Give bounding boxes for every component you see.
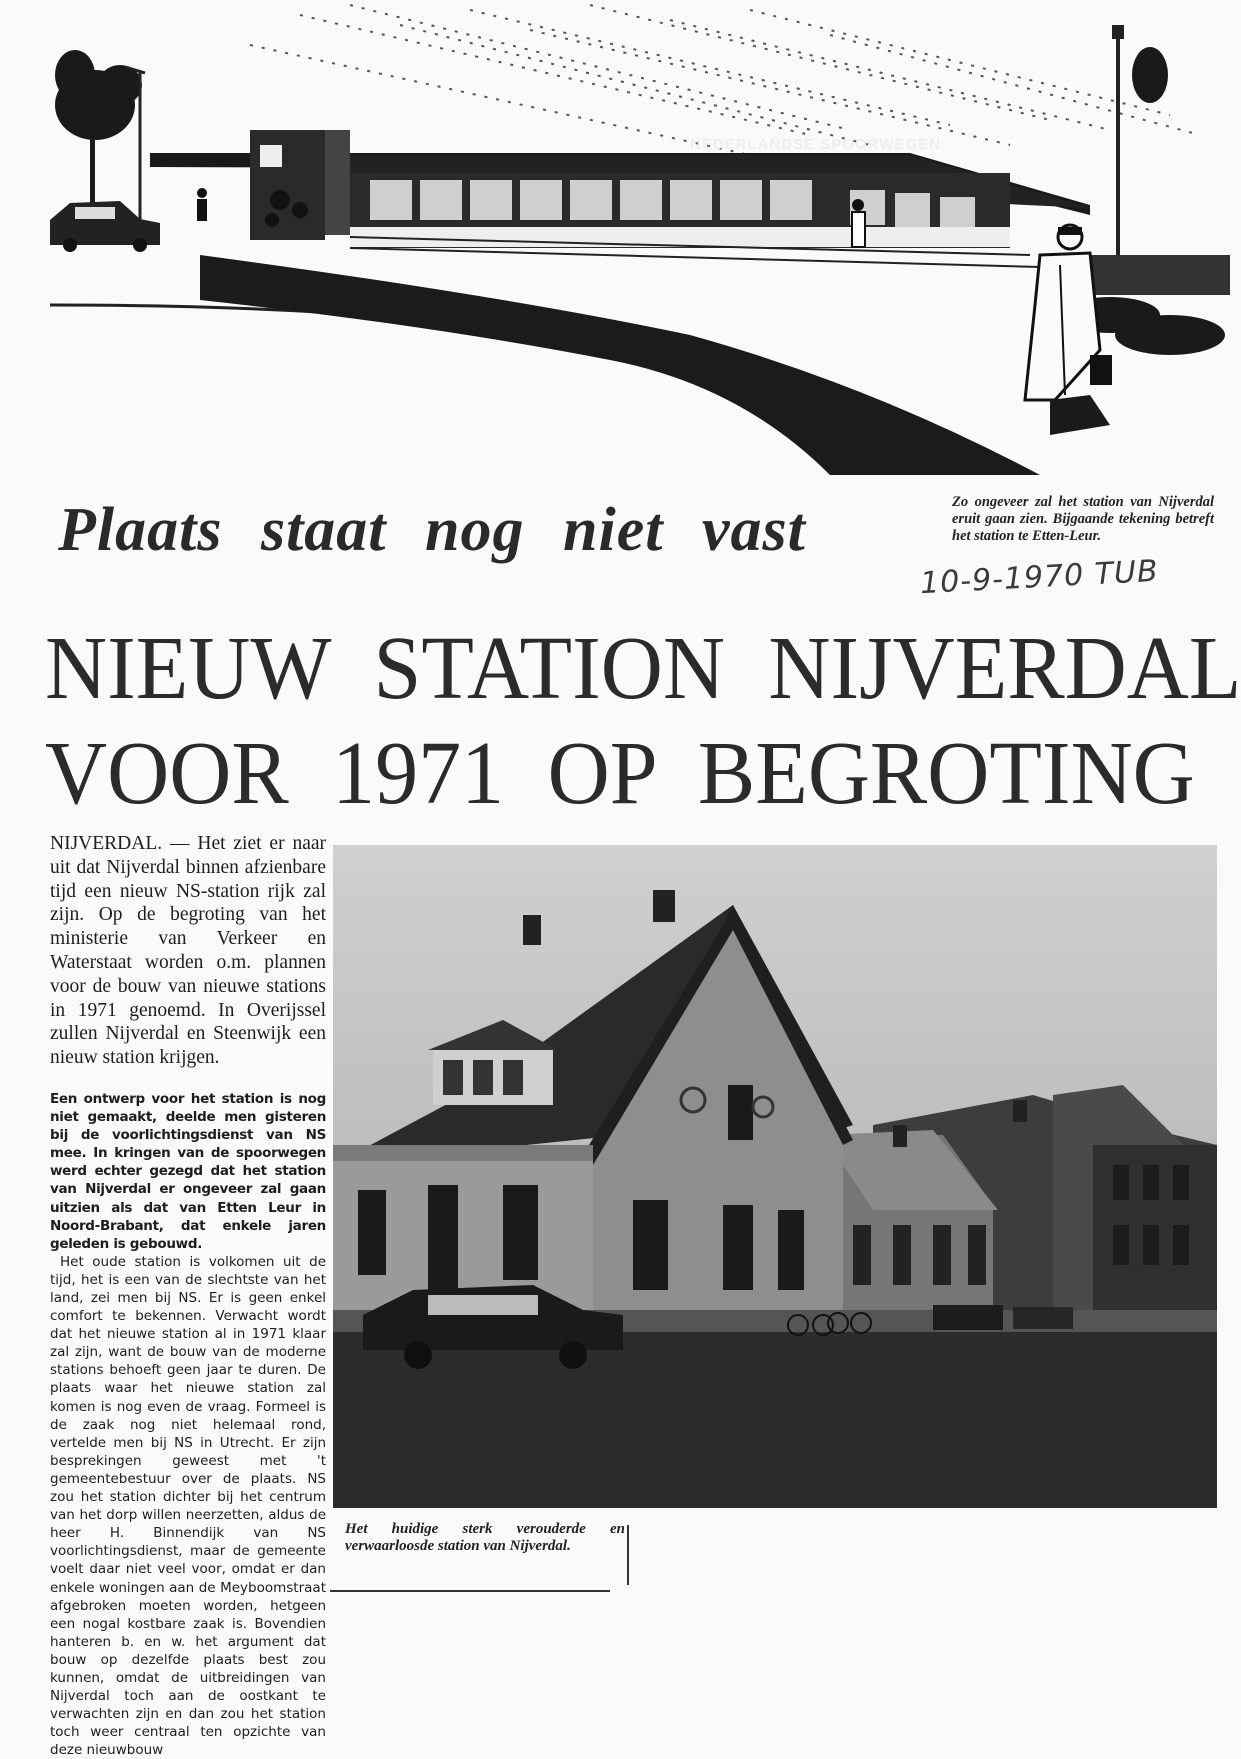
paragraph-oude-station: Het oude station is volkomen uit de tijd, het is een van de slechtste van het land, zei men bij NS. Er is geen enkel comfort te bekennen. Verwacht wordt dat het nieuwe station al in 1971 klaar zal zijn, want de bouw van de moderne stations behoeft geen jaar te duren. De plaats waar het nieuwe station zal komen is nog even de vraag. Formeel is de zaak nog niet helemaal rond, vertelde men bij NS in Utrecht. Er zijn besprekingen geweest met 't gemeentebestuur over de plaats. NS zou het station dichter bij het centrum van het dorp willen neerzetten, aldus de heer H. Binnendijk van NS voorlichtingsdienst, maar de gemeente voelt daar niet veel voor, omdat er dan enkele woningen aan de Meyboomstraat afgebroken moeten worden, hetgeen een nogal kostbare zaak is. Bovendien hanteren b. en w. het argument dat bouw op dezelfde plaats best zou kunnen, omdat de uitbreidingen van Nijverdal toch aan de oostkant te verwachten zijn en dan zou het station toch weer centraal ten opzichte van deze nieuwbouw	[50, 1253, 326, 1759]
old-station-photo	[333, 845, 1217, 1508]
headline-line-2: VOOR 1971 OP BEGROTING	[45, 722, 1195, 823]
handwritten-date: 10-9-1970 TUB	[919, 553, 1160, 602]
lead-paragraph: NIJVERDAL. — Het ziet er naar uit dat Nijverdal binnen afzienbare tijd een nieuw NS-station rijk zal zijn. Op de begroting van het ministerie van Verkeer en Waterstaat worden o.m. plannen voor de bouw van nieuwe stations in 1971 genoemd. In Overijssel zullen Nijverdal en Steenwijk een nieuw station krijgen.	[50, 833, 326, 1069]
photo-caption: Het huidige sterk verouderde en verwaarloosde station van Nijverdal.	[345, 1521, 625, 1554]
nederlandse-spoorwegen-sign: NEDERLANDSE SPOORWEGEN	[690, 136, 941, 153]
kicker-headline: Plaats staat nog niet vast	[58, 496, 806, 564]
headline-line-1: NIEUW STATION NIJVERDAL	[45, 617, 1241, 718]
caption-rule-horizontal	[330, 1590, 610, 1592]
paragraph-ontwerp: Een ontwerp voor het station is nog niet gemaakt, deelde men gisteren bij de voorlichtingsdienst van NS mee. In kringen van de spoorwegen werd echter gezegd dat het station van Nijverdal er ongeveer zal gaan uitzien als dat van Etten Leur in Noord-Brabant, dat enkele jaren geleden is gebouwd.	[50, 1090, 326, 1252]
article-body	[50, 832, 326, 1759]
station-drawing	[50, 5, 1230, 475]
drawing-caption: Zo ongeveer zal het station van Nijverdal eruit gaan zien. Bijgaande tekening betreft het station te Etten-Leur.	[952, 494, 1214, 544]
caption-rule-vertical	[627, 1525, 629, 1585]
